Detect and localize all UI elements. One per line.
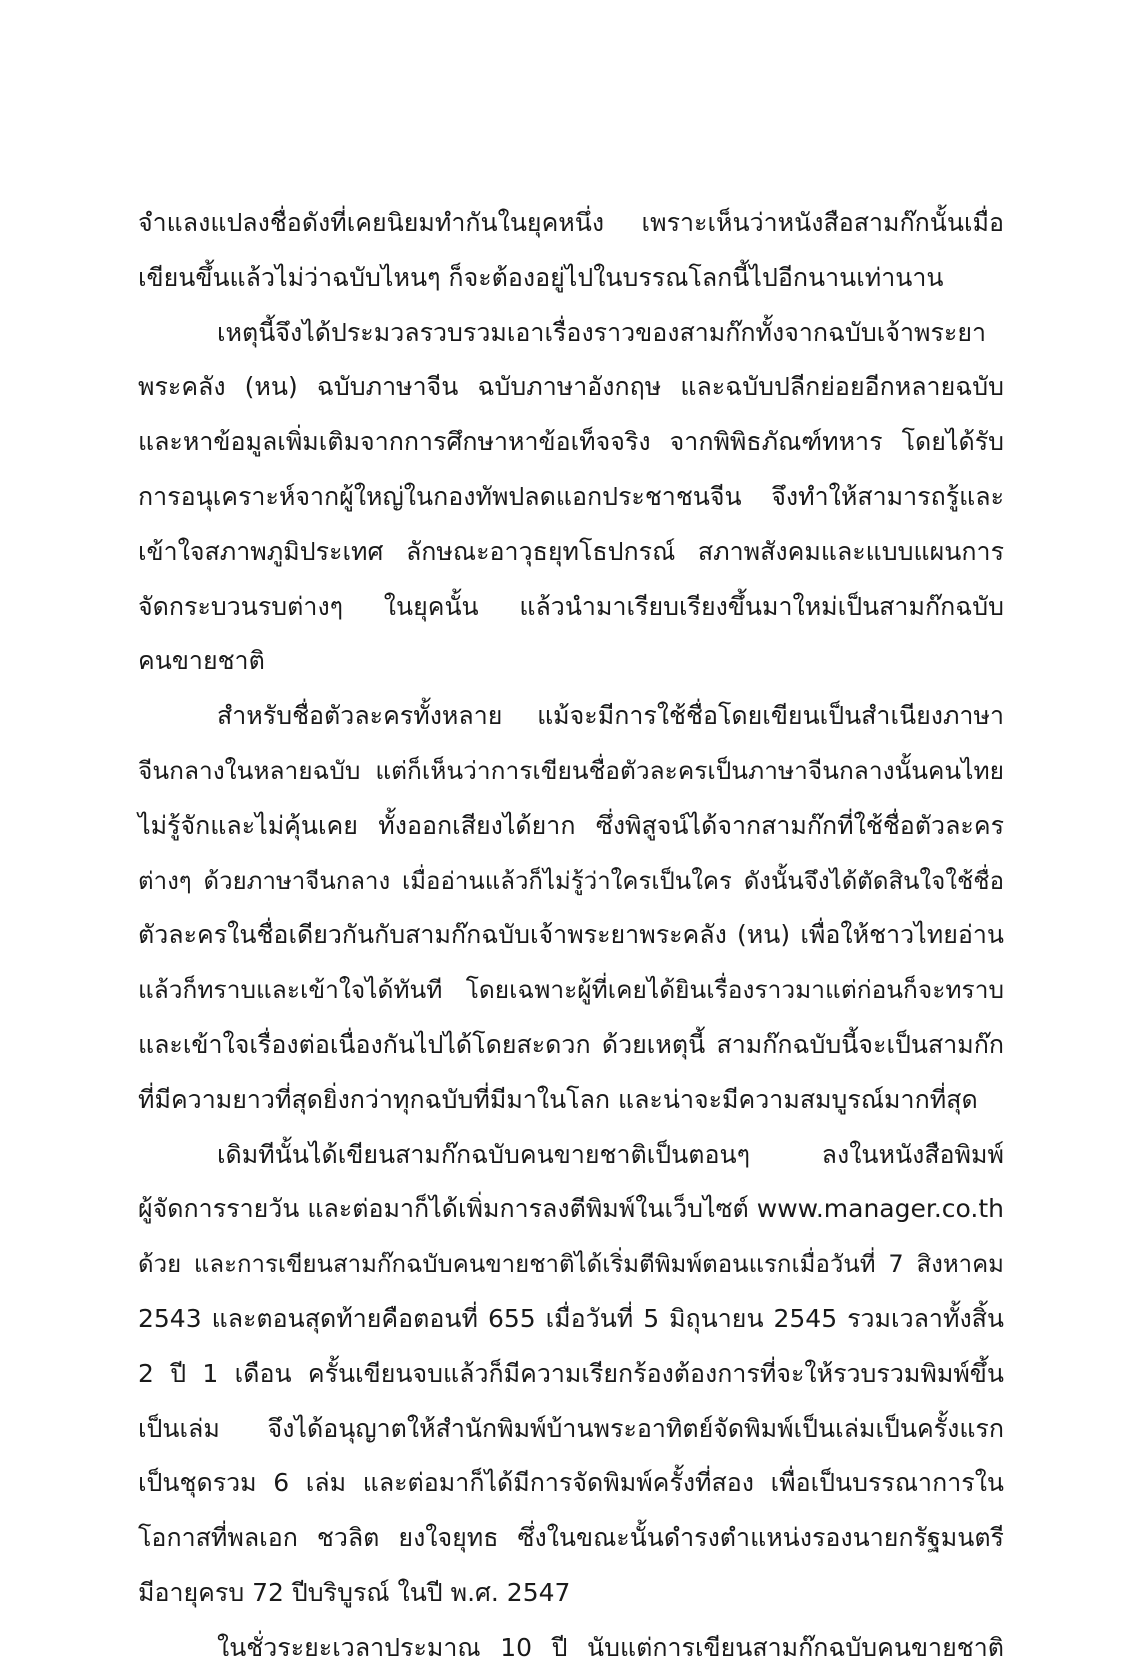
text-line: เดิมทีนั้นได้เขียนสามก๊กฉบับคนขายชาติเป็นตอนๆ ลงในหนังสือพิมพ์	[217, 1139, 1004, 1169]
text-line: และเข้าใจเรื่องต่อเนื่องกันไปได้โดยสะดวก ด้วยเหตุนี้ สามก๊กฉบับนี้จะเป็นสามก๊ก	[138, 1029, 1004, 1059]
text-line: การอนุเคราะห์จากผู้ใหญ่ในกองทัพปลดแอกประชาชนจีน จึงทำให้สามารถรู้และ	[138, 481, 1004, 511]
text-line: จัดกระบวนรบต่างๆ ในยุคนั้น แล้วนำมาเรียบเรียงขึ้นมาใหม่เป็นสามก๊กฉบับ	[138, 591, 1004, 621]
text-line: โอกาสที่พลเอก ชวลิต ยงใจยุทธ ซึ่งในขณะนั้นดำรงตำแหน่งรองนายกรัฐมนตรี	[138, 1523, 1004, 1553]
text-line: ไม่รู้จักและไม่คุ้นเคย ทั้งออกเสียงได้ยาก ซึ่งพิสูจน์ได้จากสามก๊กที่ใช้ชื่อตัวละคร	[138, 810, 1004, 840]
text-line: พระคลัง (หน) ฉบับภาษาจีน ฉบับภาษาอังกฤษ และฉบับปลีกย่อยอีกหลายฉบับ	[138, 372, 1004, 402]
text-line: เหตุนี้จึงได้ประมวลรวบรวมเอาเรื่องราวของสามก๊กทั้งจากฉบับเจ้าพระยา	[217, 317, 987, 347]
text-line: เขียนขึ้นแล้วไม่ว่าฉบับไหนๆ ก็จะต้องอยู่ไปในบรรณโลกนี้ไปอีกนานเท่านาน	[138, 262, 944, 292]
text-line: เป็นชุดรวม 6 เล่ม และต่อมาก็ได้มีการจัดพิมพ์ครั้งที่สอง เพื่อเป็นบรรณาการใน	[138, 1468, 1004, 1498]
text-line: แล้วก็ทราบและเข้าใจได้ทันที โดยเฉพาะผู้ที่เคยได้ยินเรื่องราวมาแต่ก่อนก็จะทราบ	[138, 975, 1004, 1005]
text-line: ในชั่วระยะเวลาประมาณ 10 ปี นับแต่การเขียนสามก๊กฉบับคนขายชาติ	[217, 1632, 1004, 1662]
text-line: มีอายุครบ 72 ปีบริบูรณ์ ในปี พ.ศ. 2547	[138, 1577, 571, 1607]
text-line: 2543 และตอนสุดท้ายคือตอนที่ 655 เมื่อวันที่ 5 มิถุนายน 2545 รวมเวลาทั้งสิ้น	[138, 1303, 1004, 1333]
text-line: ด้วย และการเขียนสามก๊กฉบับคนขายชาติได้เริ่มตีพิมพ์ตอนแรกเมื่อวันที่ 7 สิงหาคม	[138, 1250, 1004, 1279]
text-line: ผู้จัดการรายวัน และต่อมาก็ได้เพิ่มการลงตีพิมพ์ในเว็บไซต์ www.manager.co.th	[138, 1194, 1004, 1224]
text-line: จำแลงแปลงชื่อดังที่เคยนิยมทำกันในยุคหนึ่ง เพราะเห็นว่าหนังสือสามก๊กนั้นเมื่อ	[138, 208, 1004, 237]
text-line: สำหรับชื่อตัวละครทั้งหลาย แม้จะมีการใช้ชื่อโดยเขียนเป็นสำเนียงภาษา	[217, 701, 1004, 731]
text-line: จีนกลางในหลายฉบับ แต่ก็เห็นว่าการเขียนชื่อตัวละครเป็นภาษาจีนกลางนั้นคนไทย	[138, 755, 1004, 785]
text-line: 2 ปี 1 เดือน ครั้นเขียนจบแล้วก็มีความเรียกร้องต้องการที่จะให้รวบรวมพิมพ์ขึ้น	[138, 1358, 1004, 1388]
text-line: คนขายชาติ	[138, 646, 265, 676]
text-line: เข้าใจสภาพภูมิประเทศ ลักษณะอาวุธยุทโธปกรณ์ สภาพสังคมและแบบแผนการ	[138, 536, 1004, 566]
text-line: ที่มีความยาวที่สุดยิ่งกว่าทุกฉบับที่มีมาในโลก และน่าจะมีความสมบูรณ์มากที่สุด	[138, 1084, 978, 1114]
text-line: และหาข้อมูลเพิ่มเติมจากการศึกษาหาข้อเท็จจริง จากพิพิธภัณฑ์ทหาร โดยได้รับ	[138, 427, 1004, 457]
text-line: ต่างๆ ด้วยภาษาจีนกลาง เมื่ออ่านแล้วก็ไม่รู้ว่าใครเป็นใคร ดังนั้นจึงได้ตัดสินใจใช้ชื่อ	[138, 866, 1004, 895]
body-text	[138, 196, 1004, 1676]
text-line: ตัวละครในชื่อเดียวกันกับสามก๊กฉบับเจ้าพระยาพระคลัง (หน) เพื่อให้ชาวไทยอ่าน	[138, 920, 1004, 950]
text-line: เป็นเล่ม จึงได้อนุญาตให้สำนักพิมพ์บ้านพระอาทิตย์จัดพิมพ์เป็นเล่มเป็นครั้งแรก	[138, 1413, 1004, 1443]
